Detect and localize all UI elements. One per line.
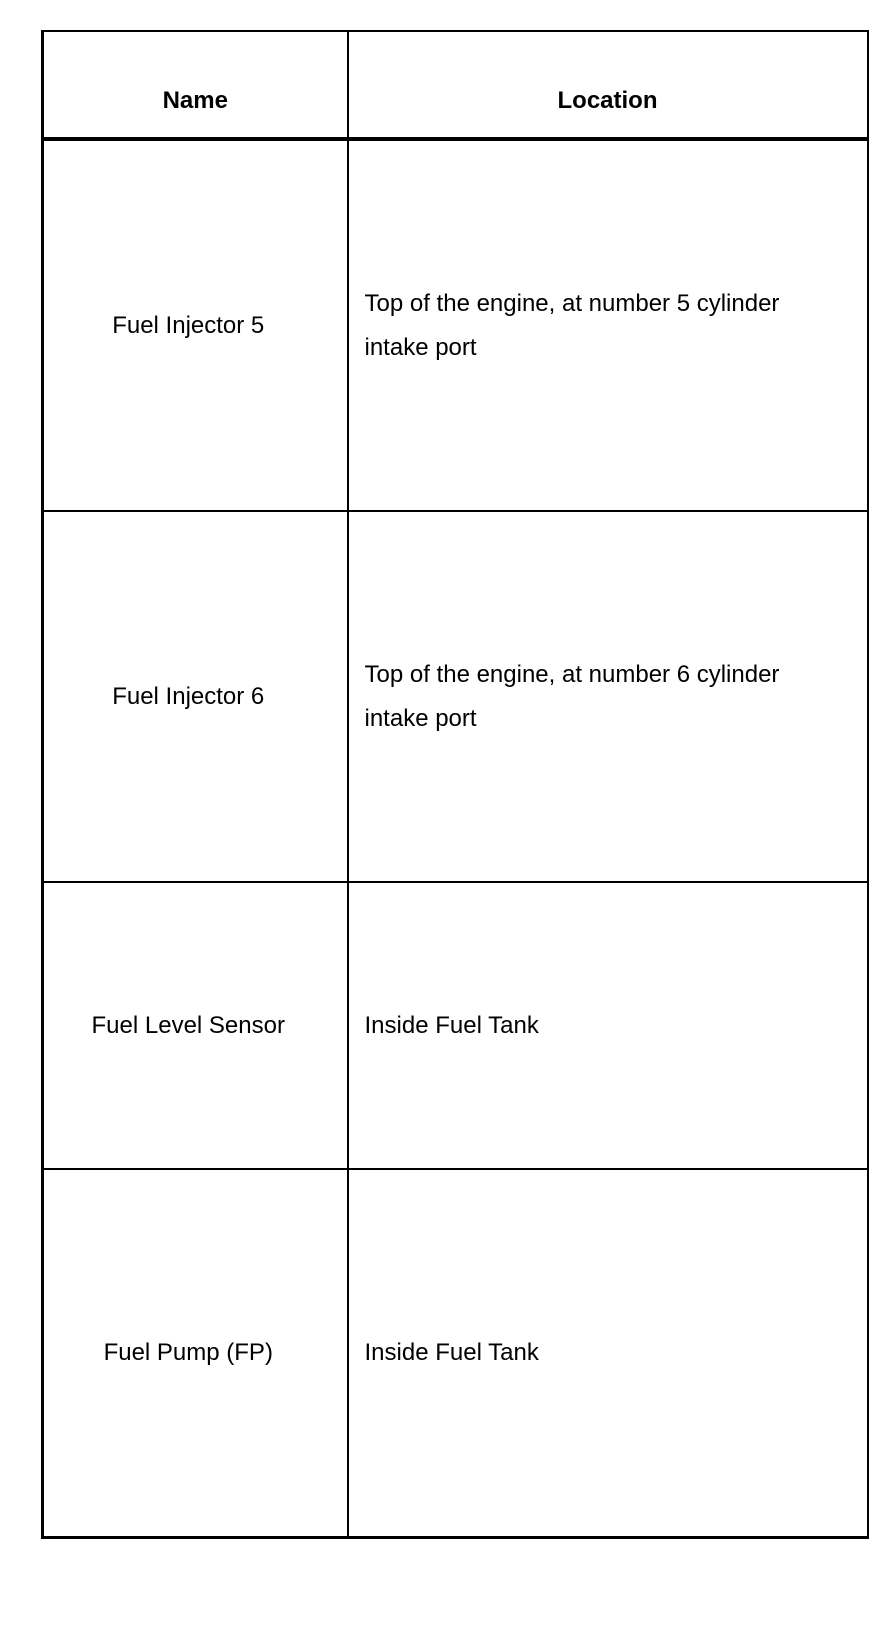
component-name-cell: Fuel Level Sensor bbox=[43, 882, 348, 1169]
table-row bbox=[43, 511, 868, 882]
column-header-name: Name bbox=[43, 31, 348, 139]
component-name-cell: Fuel Injector 6 bbox=[43, 511, 348, 882]
table-row bbox=[43, 882, 868, 1169]
component-location-cell: Top of the engine, at number 6 cylinder intake port bbox=[348, 511, 868, 882]
component-location-table bbox=[41, 30, 869, 1539]
component-name-cell: Fuel Injector 5 bbox=[43, 139, 348, 511]
column-header-location: Location bbox=[348, 31, 868, 139]
table-row bbox=[43, 1169, 868, 1538]
component-location-table-container bbox=[41, 30, 866, 1539]
table-row bbox=[43, 139, 868, 511]
component-location-cell: Top of the engine, at number 5 cylinder intake port bbox=[348, 139, 868, 511]
component-location-cell: Inside Fuel Tank bbox=[348, 1169, 868, 1538]
component-location-cell: Inside Fuel Tank bbox=[348, 882, 868, 1169]
table-header-row bbox=[43, 31, 868, 139]
component-name-cell: Fuel Pump (FP) bbox=[43, 1169, 348, 1538]
